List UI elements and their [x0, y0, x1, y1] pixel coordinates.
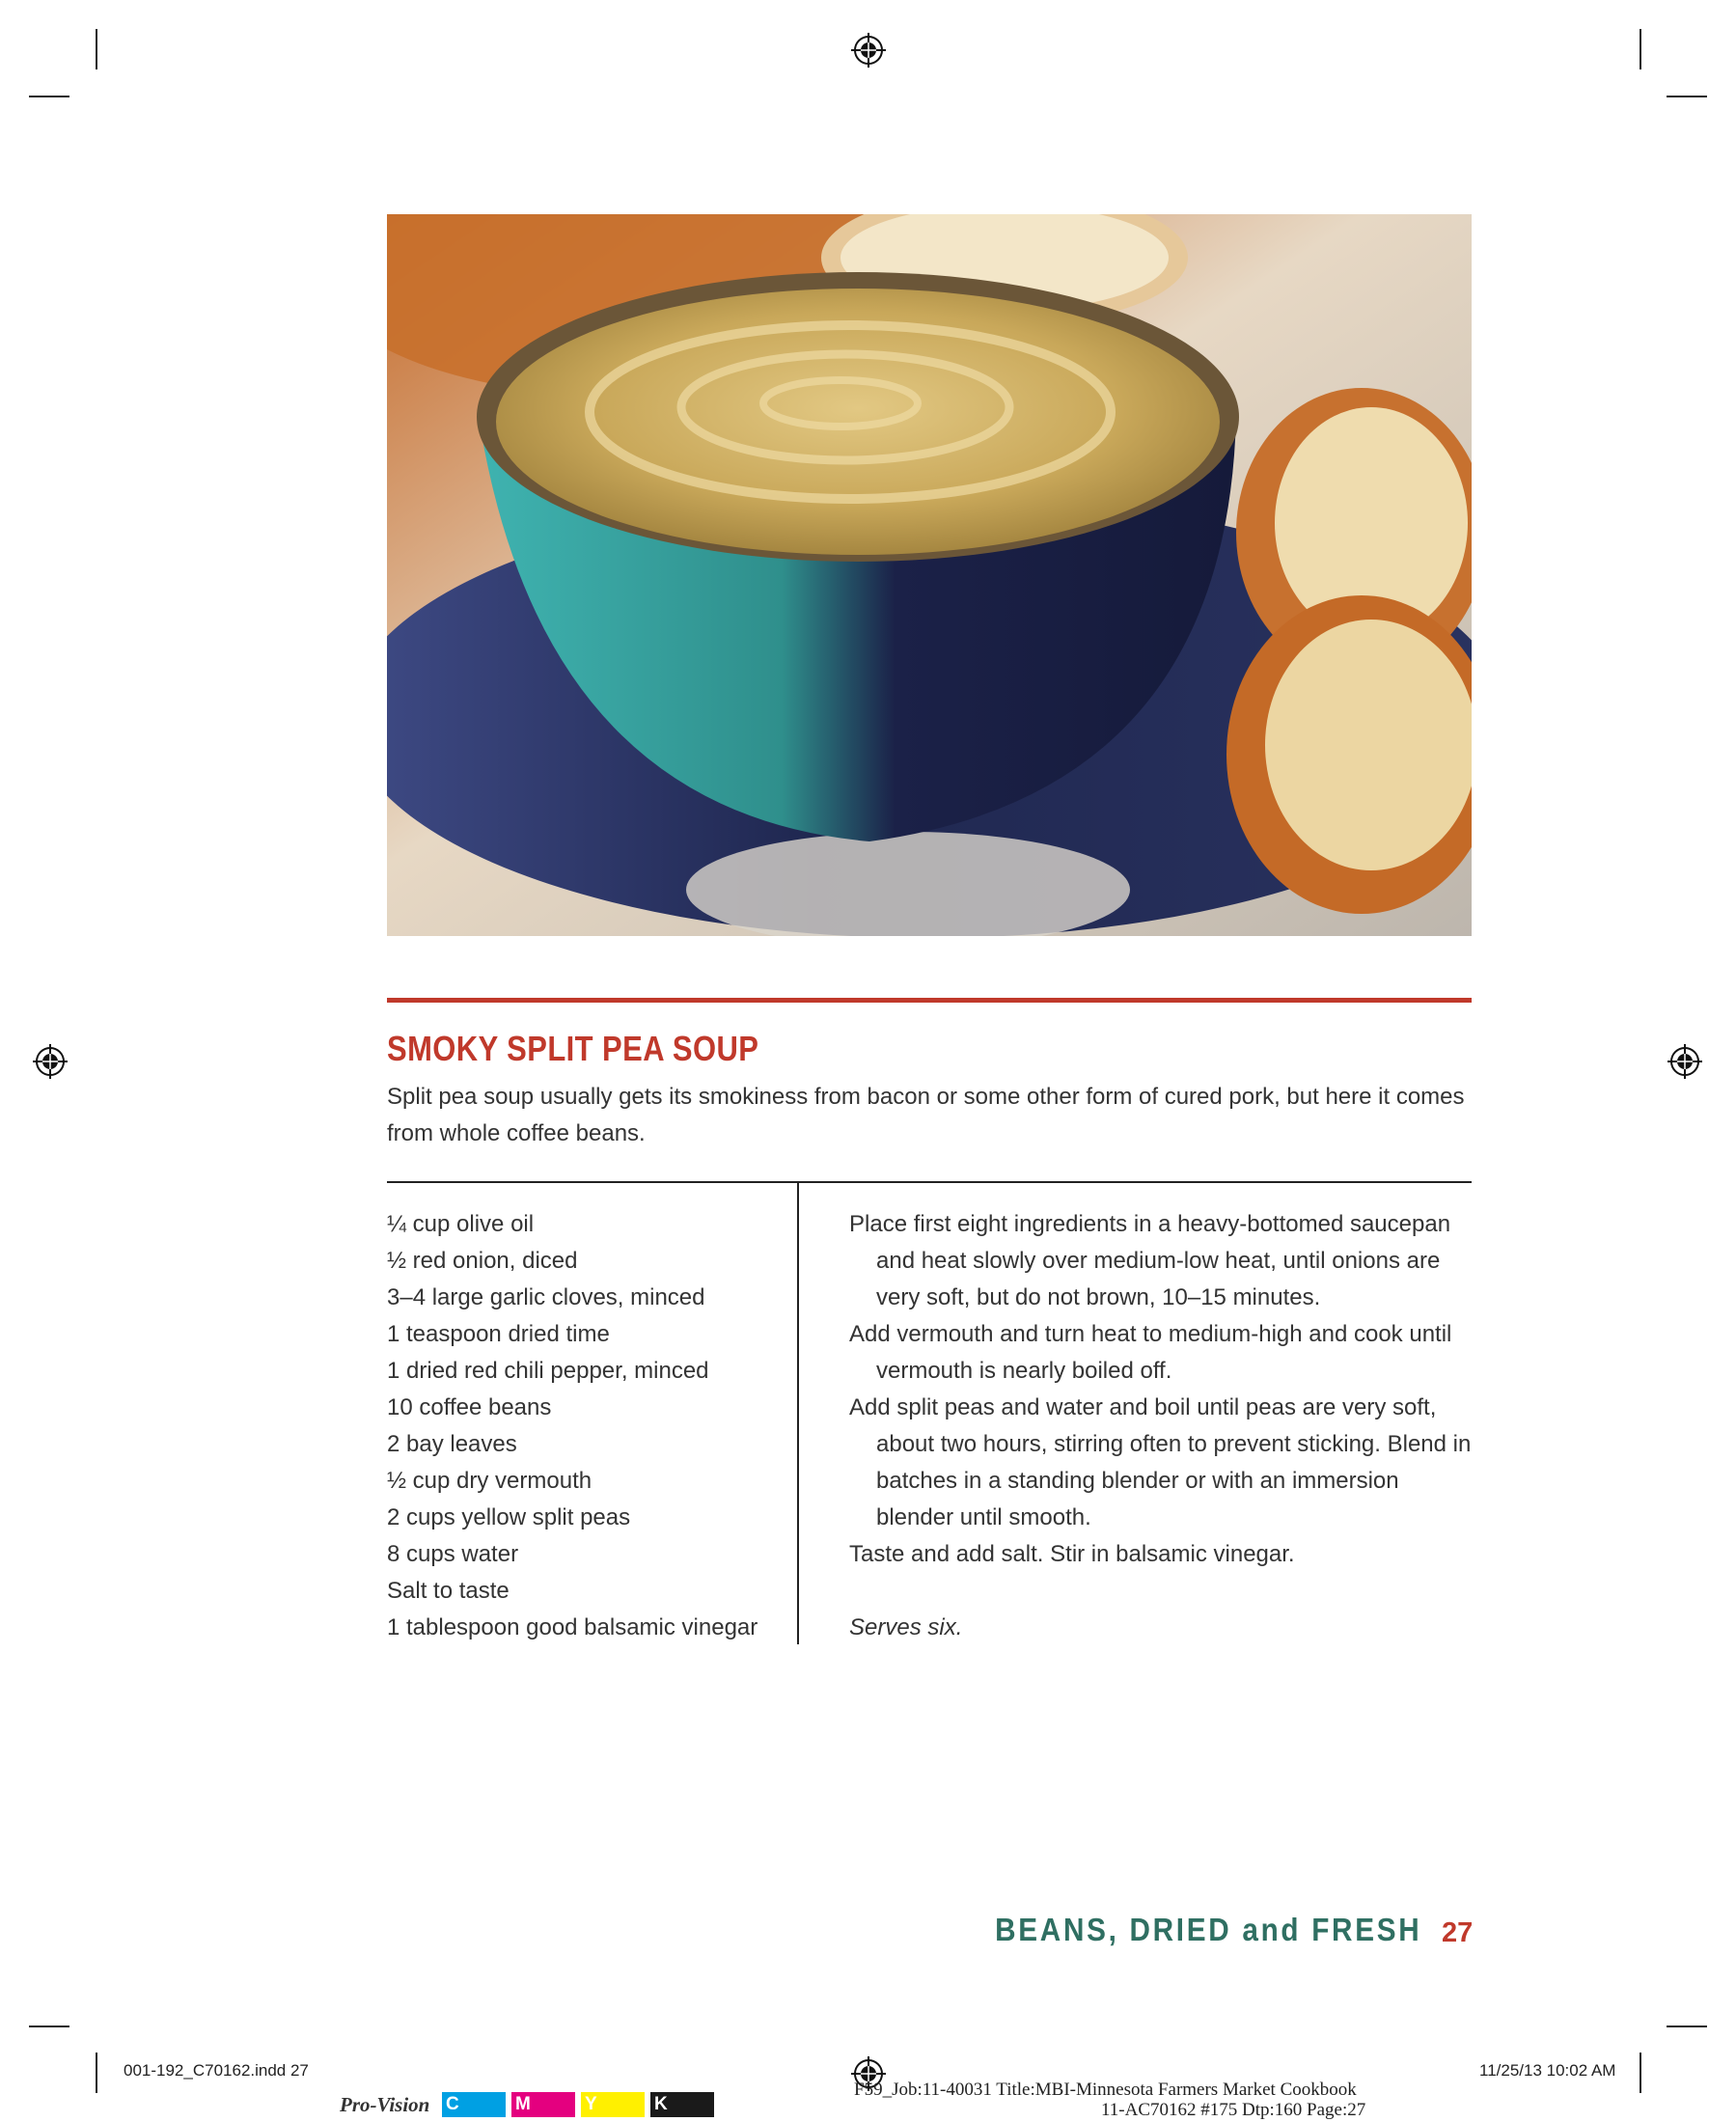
vendor-logo: Pro-Vision — [340, 2093, 430, 2116]
crop-mark-bl-v — [96, 2053, 97, 2093]
color-swatch-magenta: M — [511, 2092, 575, 2117]
ingredient-item: 1 teaspoon dried time — [387, 1321, 610, 1347]
slug-datetime: 11/25/13 10:02 AM — [1479, 2061, 1616, 2080]
page-number: 27 — [1442, 1917, 1474, 1948]
registration-mark-icon — [1667, 1044, 1702, 1079]
ingredient-item: ½ red onion, diced — [387, 1248, 578, 1274]
column-divider — [797, 1183, 799, 1644]
section-rule — [387, 1181, 1472, 1183]
ingredient-item: 10 coffee beans — [387, 1394, 552, 1420]
crop-mark-tl-h — [29, 96, 69, 97]
color-swatch-cyan: C — [442, 2092, 506, 2117]
ingredient-item: 3–4 large garlic cloves, minced — [387, 1284, 705, 1310]
soup-bowl-illustration — [387, 214, 1472, 936]
crop-mark-br-v — [1640, 2053, 1641, 2093]
method-step: Add vermouth and turn heat to medium-high and cook until vermouth is nearly boiled off. — [849, 1321, 1452, 1384]
registration-mark-icon — [33, 1044, 68, 1079]
registration-mark-icon — [851, 33, 886, 68]
slug-filename: 001-192_C70162.indd 27 — [124, 2061, 309, 2080]
method-step: Taste and add salt. Stir in balsamic vinegar. — [849, 1541, 1295, 1567]
ingredient-item: 2 bay leaves — [387, 1431, 517, 1457]
slug-job-line: F59_Job:11-40031 Title:MBI-Minnesota Farmers Market Cookbook — [854, 2080, 1357, 2100]
chapter-title: BEANS, DRIED and FRESH — [994, 1912, 1421, 1947]
method-step: Place first eight ingredients in a heavy-bottomed saucepan and heat slowly over medium-low heat, until onions are very soft, but do not brown, 10–15 minutes. — [849, 1211, 1451, 1310]
soup-photo — [387, 214, 1472, 936]
ingredient-item: 1 tablespoon good balsamic vinegar — [387, 1614, 758, 1640]
ingredient-item: 1 dried red chili pepper, minced — [387, 1358, 709, 1384]
ingredient-item: ½ cup dry vermouth — [387, 1468, 592, 1494]
color-swatch-black: K — [650, 2092, 714, 2117]
title-rule — [387, 998, 1472, 1003]
ingredient-item: 8 cups water — [387, 1541, 519, 1567]
ingredient-item: Salt to taste — [387, 1578, 510, 1604]
ingredient-item: 2 cups yellow split peas — [387, 1504, 631, 1530]
serves-note: Serves six. — [849, 1614, 963, 1640]
ingredient-item: ¼ cup olive oil — [387, 1211, 535, 1237]
crop-mark-br-h — [1667, 2026, 1707, 2027]
slug-job-line: 11-AC70162 #175 Dtp:160 Page:27 — [1101, 2100, 1366, 2120]
method-steps — [849, 1206, 1476, 1573]
crop-mark-tr-v — [1640, 29, 1641, 69]
method-step: Add split peas and water and boil until peas are very soft, about two hours, stirring often to prevent sticking. Blend in batches in a standing blender or with an immersion blender until smooth. — [849, 1394, 1472, 1530]
crop-mark-bl-h — [29, 2026, 69, 2027]
crop-mark-tr-h — [1667, 96, 1707, 97]
recipe-intro: Split pea soup usually gets its smokiness from bacon or some other form of cured pork, but here it comes from whole coffee beans. — [387, 1084, 1465, 1146]
color-swatch-yellow: Y — [581, 2092, 645, 2117]
crop-mark-tl-v — [96, 29, 97, 69]
ingredient-list — [387, 1206, 783, 1646]
recipe-title: SMOKY SPLIT PEA SOUP — [387, 1029, 759, 1068]
